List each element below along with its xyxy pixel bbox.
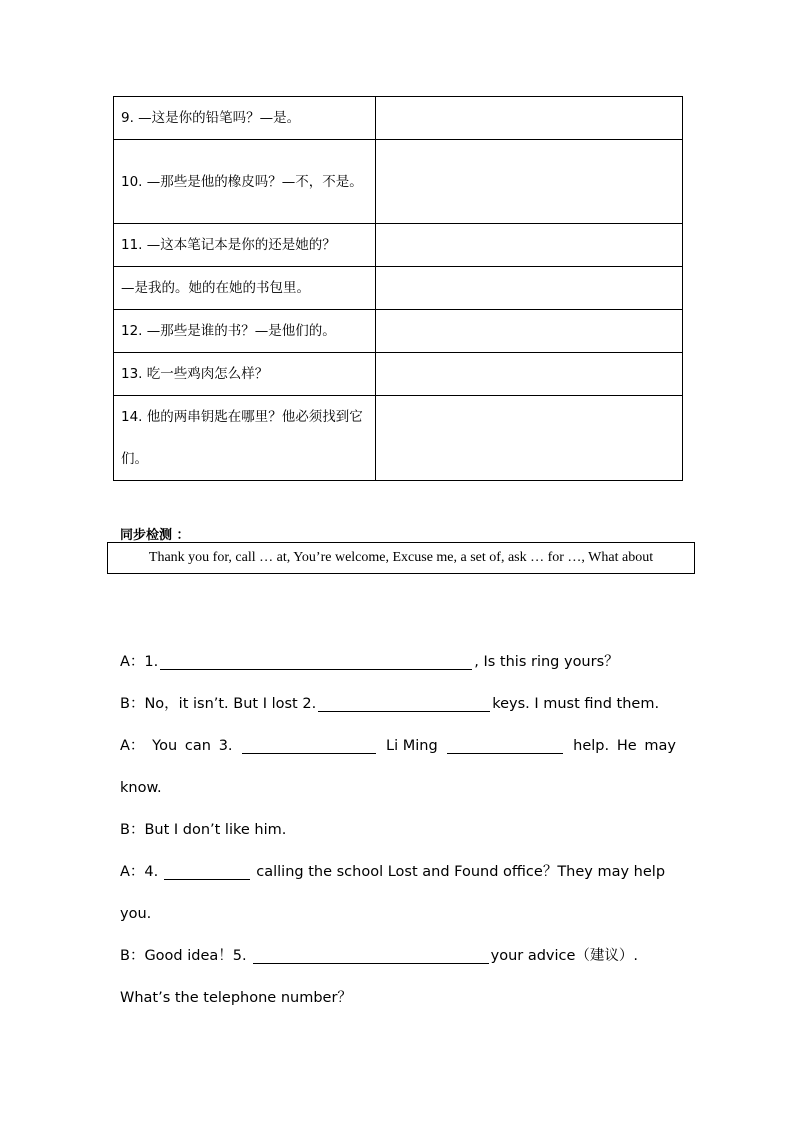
line-text: A：4.	[120, 864, 159, 880]
answer-blank-3b[interactable]	[447, 739, 563, 754]
question-cell: 12. —那些是谁的书？—是他们的。	[114, 310, 376, 353]
line-text: , Is this ring yours？	[474, 654, 619, 670]
line-text: You	[152, 738, 178, 754]
dialog-line-5	[120, 809, 676, 851]
question-cell: 10. —那些是他的橡皮吗？—不，不是。	[114, 140, 376, 224]
table-row	[114, 224, 683, 267]
word-bank: Thank you for, call … at, You’re welcome, Excuse me, a set of, ask … for …, What about	[107, 542, 695, 574]
dialog-line-6	[120, 851, 676, 893]
line-text: your advice（建议）.	[490, 948, 639, 964]
dialog	[120, 641, 676, 1019]
line-text: calling the school Lost and Found office？They may help	[256, 864, 666, 880]
line-text: He	[616, 738, 637, 754]
question-cell: 14. 他的两串钥匙在哪里？他必须找到它们。	[114, 396, 376, 481]
answer-cell[interactable]	[376, 140, 683, 224]
question-cell: 11. —这本笔记本是你的还是她的？	[114, 224, 376, 267]
line-text: can	[184, 738, 211, 754]
table-row	[114, 267, 683, 310]
dialog-line-1	[120, 641, 676, 683]
line-text: 3.	[218, 738, 233, 754]
dialog-line-7	[120, 893, 676, 935]
table-row	[114, 97, 683, 140]
dialog-line-8	[120, 935, 676, 977]
line-text: help.	[573, 738, 610, 754]
answer-cell[interactable]	[376, 267, 683, 310]
line-text: What’s the telephone number？	[120, 990, 352, 1006]
question-cell: —是我的。她的在她的书包里。	[114, 267, 376, 310]
line-text: A：1.	[120, 654, 159, 670]
dialog-line-2	[120, 683, 676, 725]
answer-blank-4[interactable]	[164, 865, 250, 880]
answer-cell[interactable]	[376, 224, 683, 267]
question-cell: 9. —这是你的铅笔吗？—是。	[114, 97, 376, 140]
question-cell: 13. 吃一些鸡肉怎么样？	[114, 353, 376, 396]
line-text: may	[644, 738, 676, 754]
line-text: B：But I don’t like him.	[120, 822, 287, 838]
answer-cell[interactable]	[376, 310, 683, 353]
answer-blank-3a[interactable]	[242, 739, 376, 754]
dialog-line-3	[120, 725, 676, 767]
table-row	[114, 396, 683, 481]
table-row	[114, 310, 683, 353]
dialog-line-9	[120, 977, 676, 1019]
answer-cell[interactable]	[376, 97, 683, 140]
line-text: A：	[120, 738, 145, 754]
line-text: you.	[120, 906, 152, 922]
translation-table	[113, 96, 683, 481]
answer-cell[interactable]	[376, 396, 683, 481]
table-row	[114, 353, 683, 396]
line-text: B：No，it isn’t. But I lost 2.	[120, 696, 317, 712]
answer-blank-5[interactable]	[253, 949, 489, 964]
dialog-line-4	[120, 767, 676, 809]
answer-cell[interactable]	[376, 353, 683, 396]
answer-blank-2[interactable]	[318, 697, 490, 712]
line-text: know.	[120, 780, 162, 796]
answer-blank-1[interactable]	[160, 655, 472, 670]
line-text: B：Good idea！5.	[120, 948, 247, 964]
line-text: keys. I must find them.	[492, 696, 660, 712]
line-text: Li Ming	[386, 738, 438, 754]
section-title: 同步检测 ：	[120, 528, 190, 543]
table-row	[114, 140, 683, 224]
